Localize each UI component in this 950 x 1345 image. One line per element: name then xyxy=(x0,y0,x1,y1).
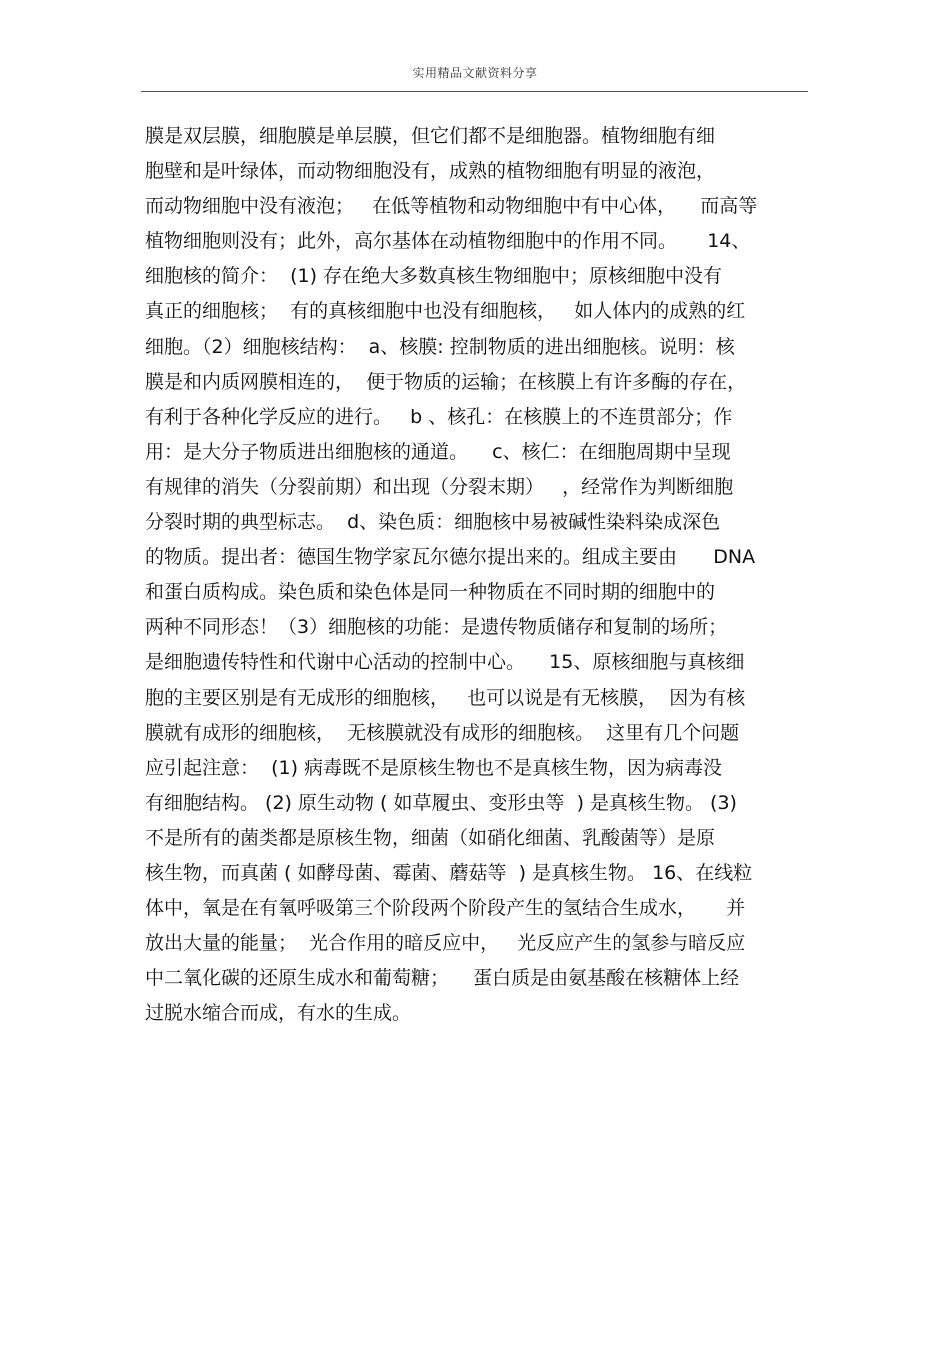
text-line: 细胞。（2）细胞核结构： a、核膜: 控制物质的进出细胞核。说明：核 xyxy=(145,335,735,358)
text-line: 应引起注意： (1) 病毒既不是原核生物也不是真核生物，因为病毒没 xyxy=(145,756,723,779)
document-body xyxy=(145,119,825,1031)
text-line: 胞壁和是叶绿体，而动物细胞没有，成熟的植物细胞有明显的液泡， xyxy=(145,160,716,183)
text-line: 用：是大分子物质进出细胞核的通道。 c、核仁：在细胞周期中呈现 xyxy=(145,440,731,463)
text-line: 和蛋白质构成。染色质和染色体是同一种物质在不同时期的细胞中的 xyxy=(145,581,716,604)
text-line: 有细胞结构。 (2) 原生动物 ( 如草履虫、变形虫等 ) 是真核生物。 (3) xyxy=(145,791,737,814)
text-line: 放出大量的能量； 光合作用的暗反应中， 光反应产生的氢参与暗反应 xyxy=(145,932,746,955)
text-line: 真正的细胞核； 有的真核细胞中也没有细胞核， 如人体内的成熟的红 xyxy=(145,300,746,323)
text-line: 有利于各种化学反应的进行。 b 、核孔：在核膜上的不连贯部分；作 xyxy=(145,405,733,428)
text-line: 核生物，而真菌 ( 如酵母菌、霉菌、蘑菇等 ) 是真核生物。 16、在线粒 xyxy=(145,861,753,884)
text-line: 分裂时期的典型标志。 d、染色质：细胞核中易被碱性染料染成深色 xyxy=(145,511,721,534)
text-line: 膜是双层膜，细胞膜是单层膜，但它们都不是细胞器。植物细胞有细 xyxy=(145,125,716,147)
text-line: 膜是和内质网膜相连的， 便于物质的运输；在核膜上有许多酶的存在， xyxy=(145,370,747,393)
header-divider xyxy=(141,91,808,92)
text-line: 而动物细胞中没有液泡； 在低等植物和动物细胞中有中心体， 而高等 xyxy=(145,195,758,218)
text-line: 细胞核的简介： (1) 存在绝大多数真核生物细胞中；原核细胞中没有 xyxy=(145,265,723,288)
page-header-title: 实用精品文献资料分享 xyxy=(412,66,538,80)
text-line: 不是所有的菌类都是原核生物，细菌（如硝化细菌、乳酸菌等）是原 xyxy=(145,826,716,849)
text-line: 膜就有成形的细胞核， 无核膜就没有成形的细胞核。 这里有几个问题 xyxy=(145,721,740,744)
text-line: 的物质。提出者：德国生物学家瓦尔德尔提出来的。组成主要由 DNA xyxy=(145,546,756,569)
text-line: 植物细胞则没有；此外，高尔基体在动植物细胞中的作用不同。 14、 xyxy=(145,230,751,253)
text-line: 中二氧化碳的还原生成水和葡萄糖； 蛋白质是由氨基酸在核糖体上经 xyxy=(145,967,740,990)
text-line: 有规律的消失（分裂前期）和出现（分裂末期） ，经常作为判断细胞 xyxy=(145,475,734,498)
text-line: 体中，氧是在有氧呼吸第三个阶段两个阶段产生的氢结合生成水， 并 xyxy=(145,897,746,920)
text-line: 过脱水缩合而成，有水的生成。 xyxy=(145,1002,412,1025)
text-line: 两种不同形态！（3）细胞核的功能：是遗传物质储存和复制的场所； xyxy=(145,616,728,639)
text-line: 是细胞遗传特性和代谢中心活动的控制中心。 15、原核细胞与真核细 xyxy=(145,651,745,674)
text-line: 胞的主要区别是有无成形的细胞核， 也可以说是有无核膜， 因为有核 xyxy=(145,686,746,709)
